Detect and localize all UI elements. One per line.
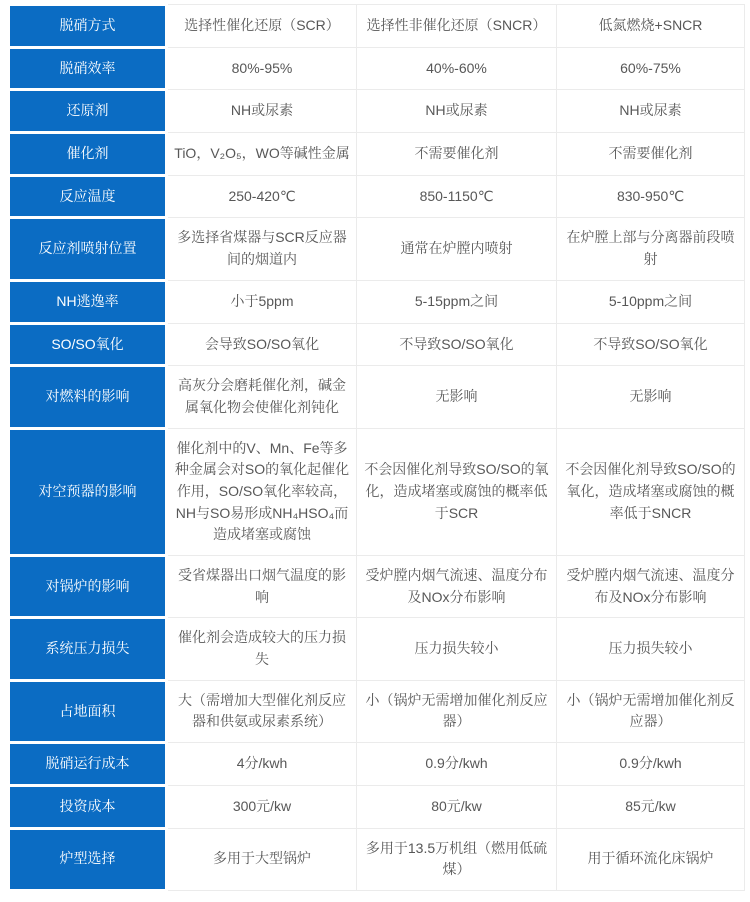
cell-sncr: 0.9分/kwh: [357, 743, 557, 786]
cell-sncr: 80元/kw: [357, 785, 557, 828]
cell-lnb: 受炉膛内烟气流速、温度分布及NOx分布影响: [557, 556, 745, 618]
cell-scr: 催化剂中的V、Mn、Fe等多种金属会对SO的氧化起催化作用，SO/SO氧化率较高，NH与SO易形成NH₄HSO₄而造成堵塞或腐蚀: [167, 428, 357, 555]
cell-scr: 4分/kwh: [167, 743, 357, 786]
table-row: [9, 90, 745, 133]
cell-scr: 250-420℃: [167, 175, 357, 218]
cell-sncr: 受炉膛内烟气流速、温度分布及NOx分布影响: [357, 556, 557, 618]
cell-sncr: 选择性非催化还原（SNCR）: [357, 5, 557, 48]
cell-lnb: 用于循环流化床锅炉: [557, 828, 745, 890]
row-label: 占地面积: [9, 680, 167, 742]
cell-scr: 多选择省煤器与SCR反应器间的烟道内: [167, 218, 357, 280]
cell-scr: 大（需增加大型催化剂反应器和供氨或尿素系统）: [167, 680, 357, 742]
cell-sncr: NH或尿素: [357, 90, 557, 133]
cell-scr: 受省煤器出口烟气温度的影响: [167, 556, 357, 618]
cell-lnb: 小（锅炉无需增加催化剂反应器）: [557, 680, 745, 742]
cell-scr: 小于5ppm: [167, 280, 357, 323]
cell-lnb: 不会因催化剂导致SO/SO的氧化，造成堵塞或腐蚀的概率低于SNCR: [557, 428, 745, 555]
table-row: [9, 175, 745, 218]
cell-scr: TiO，V₂O₅，WO等碱性金属: [167, 133, 357, 176]
row-label: 催化剂: [9, 133, 167, 176]
table-row: [9, 785, 745, 828]
table-row: [9, 680, 745, 742]
table-row: [9, 133, 745, 176]
cell-sncr: 小（锅炉无需增加催化剂反应器）: [357, 680, 557, 742]
table-body: [9, 5, 745, 891]
cell-lnb: 无影响: [557, 366, 745, 428]
cell-lnb: 不需要催化剂: [557, 133, 745, 176]
cell-scr: 催化剂会造成较大的压力损失: [167, 618, 357, 680]
row-label: NH逃逸率: [9, 280, 167, 323]
row-label: 反应剂喷射位置: [9, 218, 167, 280]
row-label: SO/SO氧化: [9, 323, 167, 366]
row-label: 反应温度: [9, 175, 167, 218]
table-row: [9, 556, 745, 618]
cell-lnb: NH或尿素: [557, 90, 745, 133]
table-row: [9, 5, 745, 48]
cell-sncr: 不需要催化剂: [357, 133, 557, 176]
row-label: 对锅炉的影响: [9, 556, 167, 618]
row-label: 脱硝运行成本: [9, 743, 167, 786]
row-label: 对空预器的影响: [9, 428, 167, 555]
row-label: 投资成本: [9, 785, 167, 828]
table-row: [9, 828, 745, 890]
cell-scr: 选择性催化还原（SCR）: [167, 5, 357, 48]
cell-lnb: 低氮燃烧+SNCR: [557, 5, 745, 48]
denitrification-comparison-table: [7, 3, 745, 892]
cell-sncr: 不会因催化剂导致SO/SO的氧化，造成堵塞或腐蚀的概率低于SCR: [357, 428, 557, 555]
cell-sncr: 不导致SO/SO氧化: [357, 323, 557, 366]
cell-lnb: 0.9分/kwh: [557, 743, 745, 786]
cell-lnb: 60%-75%: [557, 47, 745, 90]
cell-sncr: 40%-60%: [357, 47, 557, 90]
table-row: [9, 323, 745, 366]
table-row: [9, 428, 745, 555]
cell-sncr: 多用于13.5万机组（燃用低硫煤）: [357, 828, 557, 890]
table-row: [9, 280, 745, 323]
cell-sncr: 850-1150℃: [357, 175, 557, 218]
cell-sncr: 5-15ppm之间: [357, 280, 557, 323]
cell-lnb: 不导致SO/SO氧化: [557, 323, 745, 366]
table-row: [9, 743, 745, 786]
cell-scr: 高灰分会磨耗催化剂，碱金属氧化物会使催化剂钝化: [167, 366, 357, 428]
cell-sncr: 压力损失较小: [357, 618, 557, 680]
cell-scr: 会导致SO/SO氧化: [167, 323, 357, 366]
cell-scr: 多用于大型锅炉: [167, 828, 357, 890]
cell-scr: 300元/kw: [167, 785, 357, 828]
row-label: 还原剂: [9, 90, 167, 133]
cell-scr: 80%-95%: [167, 47, 357, 90]
cell-scr: NH或尿素: [167, 90, 357, 133]
row-label: 炉型选择: [9, 828, 167, 890]
cell-sncr: 无影响: [357, 366, 557, 428]
cell-sncr: 通常在炉膛内喷射: [357, 218, 557, 280]
cell-lnb: 830-950℃: [557, 175, 745, 218]
cell-lnb: 85元/kw: [557, 785, 745, 828]
table-row: [9, 47, 745, 90]
table-row: [9, 366, 745, 428]
row-label: 系统压力损失: [9, 618, 167, 680]
row-label: 脱硝方式: [9, 5, 167, 48]
cell-lnb: 压力损失较小: [557, 618, 745, 680]
cell-lnb: 5-10ppm之间: [557, 280, 745, 323]
row-label: 脱硝效率: [9, 47, 167, 90]
cell-lnb: 在炉膛上部与分离器前段喷射: [557, 218, 745, 280]
row-label: 对燃料的影响: [9, 366, 167, 428]
table-row: [9, 618, 745, 680]
table-row: [9, 218, 745, 280]
